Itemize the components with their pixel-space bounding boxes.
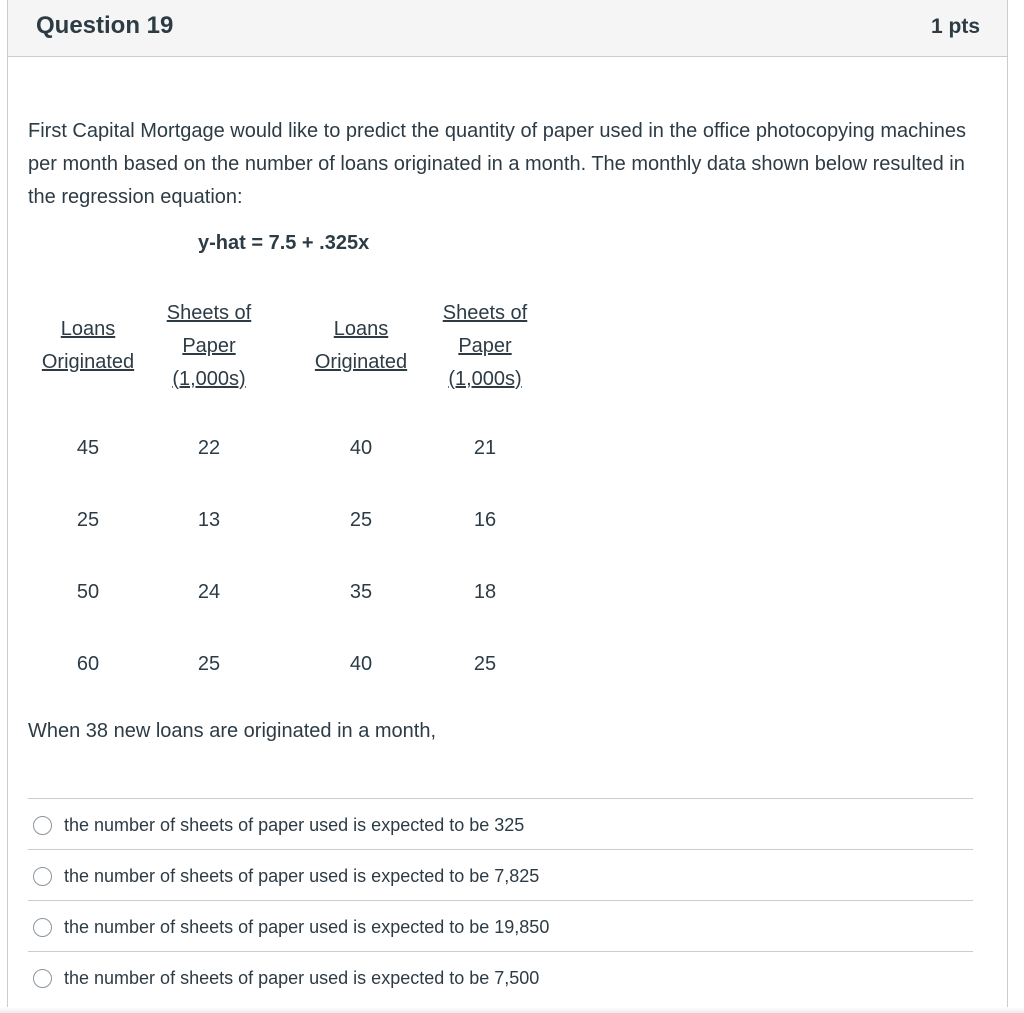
header-line: (1,000s) [172,368,246,390]
table-cell: 40 [349,653,373,675]
question-header [8,0,1007,57]
question-title: Question 19 [36,12,174,39]
answer-label[interactable]: the number of sheets of paper used is expected to be 7,500 [64,968,540,988]
answer-label[interactable]: the number of sheets of paper used is expected to be 7,825 [64,866,540,886]
header-line: Loans [333,318,389,340]
answer-option-1[interactable] [28,798,973,849]
table-cell: 13 [197,509,221,531]
header-line: Originated [314,351,408,373]
table-cell: 25 [349,509,373,531]
answer-label[interactable]: the number of sheets of paper used is expected to be 19,850 [64,917,550,937]
bottom-shadow [0,1007,1024,1013]
table-cell: 60 [76,653,100,675]
answer-list [28,798,973,1002]
table-cell: 25 [473,653,497,675]
header-line: Sheets of [442,302,528,324]
table-cell: 50 [76,581,100,603]
answer-option-4[interactable] [28,951,973,1002]
radio-button[interactable] [33,969,52,988]
answer-option-3[interactable] [28,900,973,951]
answer-option-2[interactable] [28,849,973,900]
radio-button[interactable] [33,816,52,835]
radio-button[interactable] [33,867,52,886]
table-cell: 35 [349,581,373,603]
table-header-sheets-2 [425,297,545,396]
table-cell: 25 [197,653,221,675]
table-cell: 18 [473,581,497,603]
question-points: 1 pts [930,15,980,38]
header-line: Sheets of [166,302,252,324]
header-line: (1,000s) [448,368,522,390]
question-text: First Capital Mortgage would like to predict the quantity of paper used in the office photocopying machines per month based on the number of loans originated in a month. The monthly data shown below resulted in the regression equation: [28,120,966,208]
header-line: Paper [182,335,236,357]
table-cell: 25 [76,509,100,531]
table-header-loans-2 [301,313,421,379]
table-cell: 21 [473,437,497,459]
table-cell: 24 [197,581,221,603]
table-cell: 16 [473,509,497,531]
header-line: Originated [41,351,135,373]
table-cell: 22 [197,437,221,459]
header-line: Loans [60,318,116,340]
question-prompt: When 38 new loans are originated in a month, [28,720,437,742]
table-header-loans-1 [28,313,148,379]
answer-label[interactable]: the number of sheets of paper used is expected to be 325 [64,815,525,835]
table-cell: 40 [349,437,373,459]
regression-equation: y-hat = 7.5 + .325x [198,232,370,254]
header-line: Paper [458,335,512,357]
table-cell: 45 [76,437,100,459]
radio-button[interactable] [33,918,52,937]
table-header-sheets-1 [149,297,269,396]
